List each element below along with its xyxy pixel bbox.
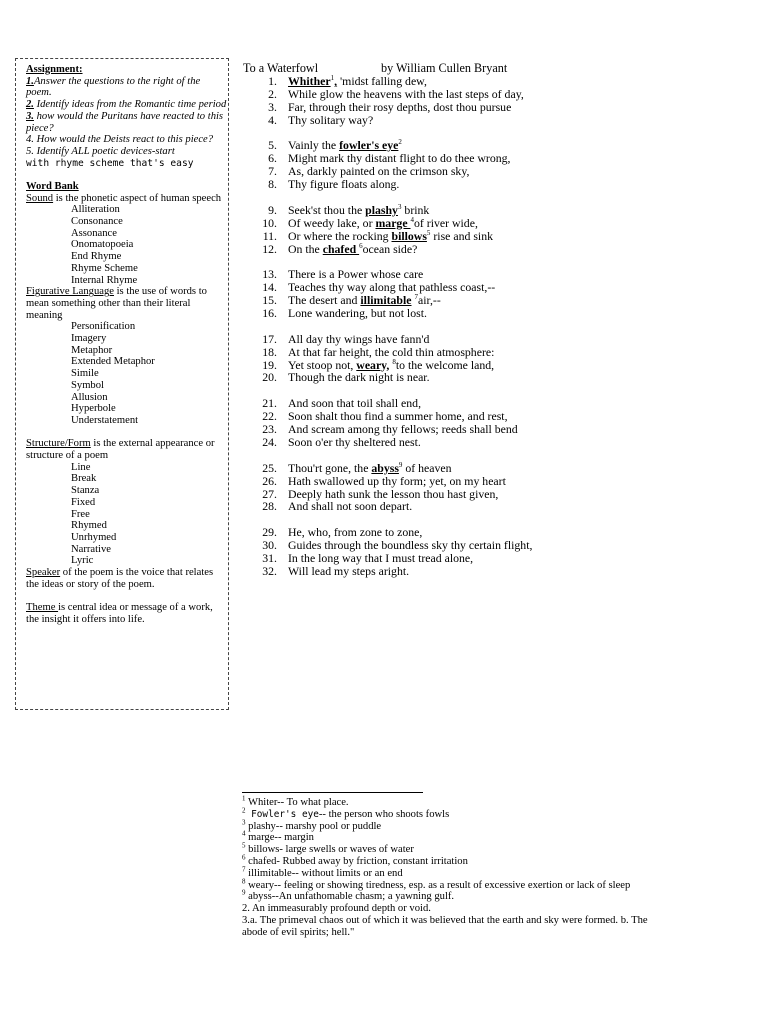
- word-bank-heading: Word Bank: [26, 180, 79, 192]
- sound-def: is the phonetic aspect of human speech: [53, 192, 222, 204]
- word-bank-term: Personification: [71, 321, 136, 333]
- line-fragment: Lone wandering, but not lost.: [288, 306, 427, 321]
- q1-text: Answer the questions to the right of the poem.: [26, 75, 201, 99]
- line-fragment: brink: [401, 202, 430, 217]
- footnote-marker: 3: [397, 202, 402, 211]
- line-fragment: of river wide,: [414, 215, 478, 230]
- line-number: 6.: [268, 151, 277, 166]
- speaker-term: Speaker: [26, 567, 61, 579]
- line-text: [288, 178, 399, 191]
- footnote-marker: 9: [398, 460, 403, 469]
- line-fragment: Soon o'er thy sheltered nest.: [288, 434, 421, 449]
- line-fragment: 'midst falling dew,: [337, 74, 427, 88]
- line-fragment: of heaven: [402, 460, 452, 475]
- word-bank-term: Fixed: [71, 496, 96, 508]
- line-number: 2.: [268, 86, 277, 101]
- poem-line: [243, 565, 763, 578]
- assignment-q4: 4. How would the Deists react to this piece?: [26, 134, 214, 146]
- footnote-number: 3: [242, 818, 246, 827]
- line-number: 15.: [262, 293, 277, 308]
- line-number: 21.: [262, 396, 277, 411]
- glossed-word: ,: [334, 74, 338, 88]
- footnote-marker: 2: [398, 138, 402, 147]
- q2-number: 2.: [26, 99, 34, 111]
- footnote: [242, 915, 657, 939]
- poem-line: [243, 178, 763, 191]
- q1-number: 1.: [26, 75, 34, 87]
- line-fragment: Hath swallowed up thy form; yet, on my heart: [288, 473, 506, 488]
- line-text: [288, 371, 430, 384]
- footnote-number: 2: [242, 806, 246, 815]
- line-fragment: He, who, from zone to zone,: [288, 525, 423, 540]
- line-number: 17.: [262, 331, 277, 346]
- structure-term: Structure/Form: [26, 438, 91, 450]
- footnote-separator: [242, 792, 423, 793]
- word-bank-term: Simile: [71, 368, 99, 380]
- line-number: 10.: [262, 215, 277, 230]
- line-number: 13.: [262, 267, 277, 282]
- word-bank-term: Line: [71, 461, 91, 473]
- footnote: [242, 806, 657, 821]
- word-bank-term: Narrative: [71, 543, 111, 555]
- line-fragment: Seek'st thou the: [288, 202, 366, 217]
- line-fragment: Yet stoop not,: [288, 357, 357, 372]
- figurative-list: [26, 321, 228, 426]
- word-bank-term: Rhyme Scheme: [71, 262, 138, 274]
- q2-text: Identify ideas from the Romantic time period: [33, 99, 227, 111]
- line-number: 3.: [268, 99, 277, 114]
- footnote: [242, 888, 657, 903]
- line-fragment: Vainly the: [288, 138, 340, 153]
- footnote-text: billows- large swells or waves of water: [245, 844, 414, 856]
- footnote-text: 2. An immeasurably profound depth or void.: [242, 903, 431, 915]
- footnote-text: weary-- feeling or showing tiredness, esp. as a result of excessive exertion or lack of sleep: [245, 879, 631, 891]
- footnote-text: marge-- margin: [245, 832, 314, 844]
- footnote-marker: 4: [410, 215, 415, 224]
- line-number: 1.: [268, 74, 277, 88]
- sound-definition: [26, 193, 228, 205]
- assignment-q5: 5. Identify ALL poetic devices-start: [26, 145, 175, 157]
- line-fragment: ocean side?: [362, 241, 418, 256]
- structure-definition: [26, 438, 228, 461]
- poem-line: [243, 371, 763, 384]
- theme-def: is central idea or message of a work, the insight it offers into life.: [26, 602, 213, 625]
- sound-term: Sound: [26, 192, 54, 204]
- poem: [243, 61, 763, 578]
- line-fragment: Thy solitary way?: [288, 112, 374, 127]
- line-number: 24.: [262, 434, 277, 449]
- line-fragment: All day thy wings have fann'd: [288, 331, 430, 346]
- word-bank-term: Assonance: [71, 227, 117, 239]
- line-number: 28.: [262, 499, 277, 514]
- word-bank-term: End Rhyme: [71, 251, 122, 263]
- word-bank-term: Stanza: [71, 485, 100, 497]
- line-fragment: Thy figure floats along.: [288, 177, 400, 192]
- line-fragment: Or where the rocking: [288, 228, 392, 243]
- line-fragment: Will lead my steps aright.: [288, 563, 410, 578]
- line-number: 22.: [262, 409, 277, 424]
- theme-term: Theme: [26, 602, 59, 614]
- figurative-term: Figurative Language: [26, 286, 114, 298]
- poem-body: [243, 75, 763, 578]
- word-bank-term: Unrhymed: [71, 531, 117, 543]
- word-bank-term: Consonance: [71, 216, 123, 228]
- glossed-word: abyss: [371, 460, 399, 475]
- footnote: [242, 818, 657, 833]
- word-bank-term: Free: [71, 508, 90, 520]
- footnote-term: Fowler's eye: [245, 808, 319, 820]
- footnote-text: 3.a. The primeval chaos out of which it was believed that the earth and sky were formed. b. The abode of evil spirits; hell.": [242, 914, 648, 938]
- footnote-marker: 1: [330, 74, 335, 83]
- line-fragment: In the long way that I must tread alone,: [288, 550, 474, 565]
- poem-line: [243, 114, 763, 127]
- line-fragment: There is a Power whose care: [288, 267, 424, 282]
- line-fragment: Guides through the boundless sky thy certain flight,: [288, 538, 533, 553]
- line-fragment: The desert and: [288, 293, 361, 308]
- word-bank-term: Onomatopoeia: [71, 239, 134, 251]
- structure-list: [26, 462, 228, 567]
- footnote: [242, 829, 657, 844]
- glossed-word: plashy: [365, 202, 398, 217]
- footnote-number: 7: [242, 865, 246, 874]
- line-fragment: Might mark thy distant flight to do thee wrong,: [288, 151, 511, 166]
- footnote-marker: 8: [392, 357, 396, 366]
- line-number: 26.: [262, 473, 277, 488]
- footnote: [242, 903, 657, 915]
- word-bank-term: Lyric: [71, 555, 94, 567]
- word-bank-term: Break: [71, 473, 97, 485]
- line-fragment: to the welcome land,: [395, 357, 495, 372]
- footnote: [242, 853, 657, 868]
- line-number: 14.: [262, 280, 277, 295]
- line-number: 25.: [262, 460, 277, 475]
- line-fragment: While glow the heavens with the last steps of day,: [288, 86, 524, 101]
- assignment-box: [15, 58, 229, 710]
- line-text: [288, 436, 421, 449]
- footnote-number: 6: [242, 853, 246, 862]
- footnote-marker: 5: [426, 228, 431, 237]
- assignment-q2: [26, 99, 228, 111]
- word-bank-term: Understatement: [71, 414, 139, 426]
- poem-title-row: [243, 61, 763, 75]
- line-fragment: And shall not soon depart.: [288, 499, 413, 514]
- word-bank-term: Imagery: [71, 333, 107, 345]
- footnote-number: 4: [242, 829, 246, 838]
- footnote-marker: 6: [359, 241, 363, 250]
- line-number: 8.: [268, 177, 277, 192]
- line-number: 5.: [268, 138, 277, 153]
- poem-line: [243, 500, 763, 513]
- assignment-q1: [26, 76, 228, 99]
- line-text: [288, 114, 373, 127]
- line-number: 20.: [262, 370, 277, 385]
- word-bank-term: Alliteration: [71, 204, 120, 216]
- word-bank-term: Rhymed: [71, 520, 107, 532]
- line-fragment: At that far height, the cold thin atmosphere:: [288, 344, 495, 359]
- sound-list: [26, 204, 228, 286]
- q3-text: how would the Puritans have reacted to this piece?: [26, 110, 224, 134]
- line-text: [288, 307, 427, 320]
- speaker-definition: [26, 567, 228, 590]
- line-number: 7.: [268, 164, 277, 179]
- line-fragment: On the: [288, 241, 323, 256]
- word-bank-term: Allusion: [71, 391, 108, 403]
- footnote-text: -- the person who shoots fowls: [318, 808, 450, 820]
- speaker-def: of the poem is the voice that relates the ideas or story of the poem.: [26, 567, 214, 590]
- footnote-number: 5: [242, 841, 246, 850]
- footnotes: [242, 794, 657, 939]
- assignment-q3: [26, 111, 228, 134]
- footnote-text: abyss--An unfathomable chasm; a yawning gulf.: [245, 891, 455, 903]
- word-bank-term: Metaphor: [71, 344, 113, 356]
- poem-byline: by William Cullen Bryant: [381, 61, 508, 75]
- line-fragment: rise and sink: [430, 228, 494, 243]
- glossed-word: weary,: [356, 357, 390, 372]
- footnote-text: illimitable-- without limits or an end: [245, 867, 403, 879]
- q3-number: 3.: [26, 110, 34, 122]
- line-number: 16.: [262, 306, 277, 321]
- glossed-word: illimitable: [360, 293, 412, 308]
- line-number: 18.: [262, 344, 277, 359]
- line-fragment: As, darkly painted on the crimson sky,: [288, 164, 470, 179]
- line-text: [288, 565, 409, 578]
- word-bank-term: Symbol: [71, 379, 104, 391]
- line-fragment: Far, through their rosy depths, dost thou pursue: [288, 99, 512, 114]
- line-fragment: Deeply hath sunk the lesson thou hast given,: [288, 486, 499, 501]
- line-fragment: Though the dark night is near.: [288, 370, 430, 385]
- line-fragment: Thou'rt gone, the: [288, 460, 372, 475]
- glossed-word: marge: [375, 215, 411, 230]
- line-fragment: air,--: [417, 293, 441, 308]
- line-number: 29.: [262, 525, 277, 540]
- line-number: 23.: [262, 422, 277, 437]
- footnote: [242, 841, 657, 856]
- footnote: [242, 794, 657, 809]
- word-bank-term: Internal Rhyme: [71, 274, 138, 286]
- line-fragment: Soon shalt thou find a summer home, and rest,: [288, 409, 508, 424]
- poem-line: [243, 436, 763, 449]
- structure-def: is the external appearance or structure of a poem: [26, 438, 215, 461]
- poem-line: [243, 243, 763, 256]
- line-number: 12.: [262, 241, 277, 256]
- line-number: 11.: [262, 228, 277, 243]
- glossed-word: chafed: [322, 241, 360, 256]
- line-number: 32.: [262, 563, 277, 578]
- figurative-def: is the use of words to mean something other than their literal meaning: [26, 286, 207, 321]
- poem-title: To a Waterfowl: [243, 61, 319, 75]
- footnote-marker: 7: [414, 293, 418, 302]
- assignment-heading: Assignment:: [26, 64, 83, 75]
- line-number: 30.: [262, 538, 277, 553]
- line-fragment: And scream among thy fellows; reeds shall bend: [288, 422, 518, 437]
- theme-definition: [26, 602, 228, 625]
- line-number: 9.: [268, 202, 277, 217]
- glossed-word: Whither: [288, 74, 331, 88]
- poem-line: [243, 307, 763, 320]
- line-fragment: And soon that toil shall end,: [288, 396, 422, 411]
- footnote-text: plashy-- marshy pool or puddle: [245, 820, 382, 832]
- line-fragment: Of weedy lake, or: [288, 215, 376, 230]
- assignment-q5-handwritten: with rhyme scheme that's easy: [26, 157, 194, 169]
- footnote: [242, 865, 657, 880]
- glossed-word: fowler's eye: [339, 138, 399, 153]
- line-fragment: Teaches thy way along that pathless coast,--: [288, 280, 496, 295]
- line-text: [288, 243, 417, 256]
- line-number: 4.: [268, 112, 277, 127]
- footnote-number: 9: [242, 888, 246, 897]
- line-number: 19.: [262, 357, 277, 372]
- word-bank-term: Extended Metaphor: [71, 356, 155, 368]
- figurative-definition: [26, 286, 228, 321]
- line-text: [288, 500, 412, 513]
- line-number: 31.: [262, 550, 277, 565]
- footnote-text: Whiter-- To what place.: [245, 797, 349, 808]
- line-number: 27.: [262, 486, 277, 501]
- footnote-number: 1: [242, 794, 246, 803]
- glossed-word: billows: [391, 228, 427, 243]
- footnote-text: chafed- Rubbed away by friction, constant irritation: [245, 855, 468, 867]
- footnote: [242, 877, 657, 892]
- footnote-number: 8: [242, 877, 246, 886]
- word-bank-term: Hyperbole: [71, 403, 116, 415]
